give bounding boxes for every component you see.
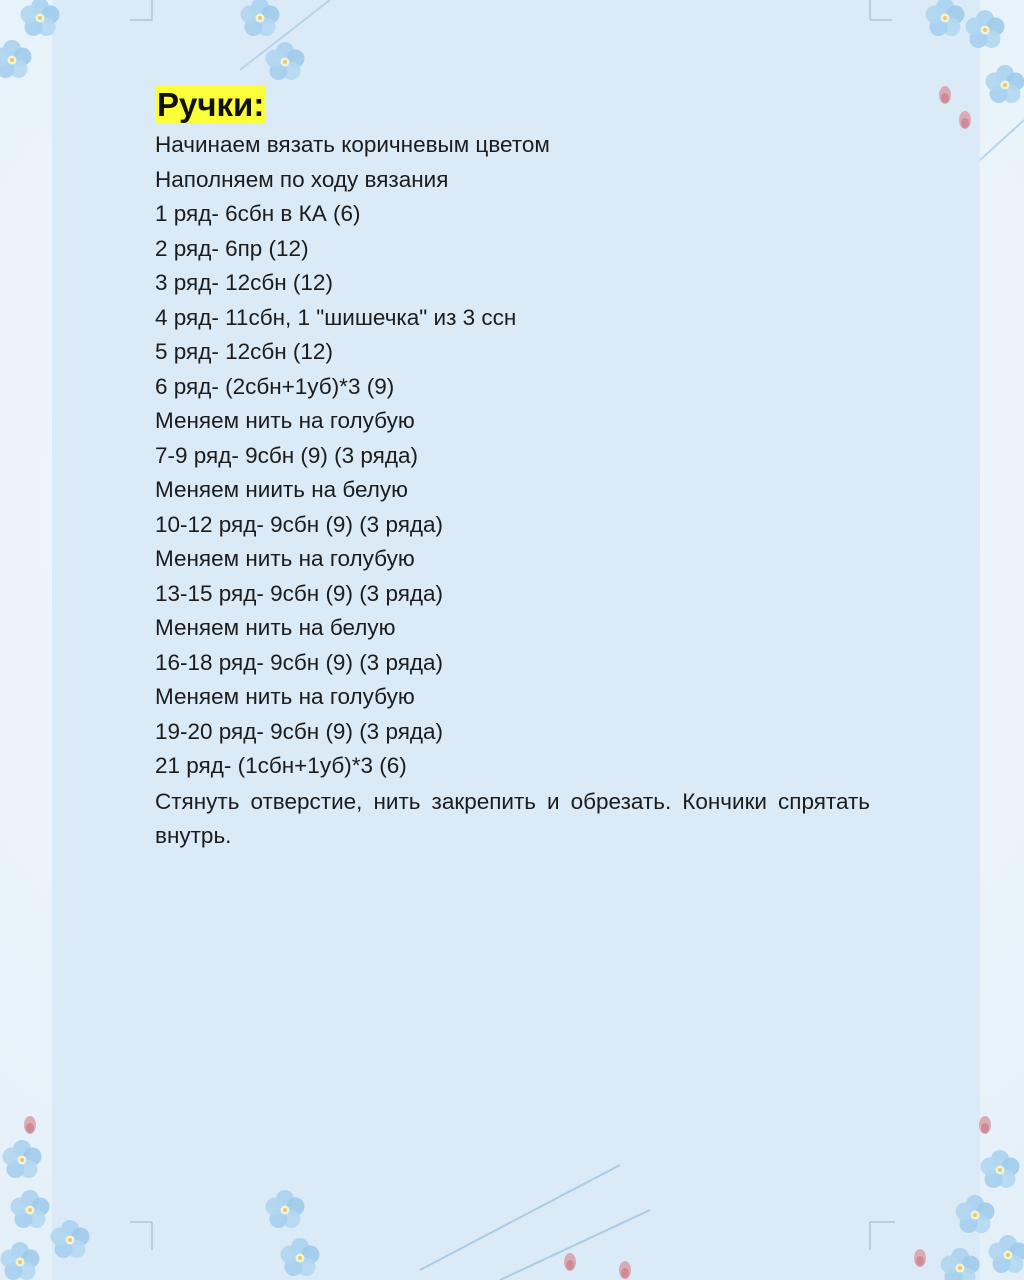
forget-me-not-icon xyxy=(0,40,32,78)
forget-me-not-icon xyxy=(3,1140,42,1178)
instruction-line: 19-20 ряд- 9сбн (9) (3 ряда) xyxy=(155,718,444,744)
instruction-line: 21 ряд- (1сбн+1уб)*3 (6) xyxy=(155,753,407,778)
pink-bud-icon xyxy=(979,1116,991,1134)
pink-bud-icon xyxy=(939,86,951,104)
instruction-line: 3 ряд- 12сбн (12) xyxy=(155,270,333,295)
pink-bud-icon xyxy=(619,1261,631,1279)
instruction-line: 10-12 ряд- 9сбн (9) (3 ряда) xyxy=(155,511,444,537)
instruction-line: Меняем ниить на белую xyxy=(155,477,409,502)
pink-bud-icon xyxy=(959,111,971,129)
crop-mark xyxy=(870,1222,895,1250)
forget-me-not-icon xyxy=(956,1195,995,1233)
instruction-line: 1 ряд- 6сбн в КА (6) xyxy=(155,201,361,226)
forget-me-not-icon xyxy=(11,1190,50,1228)
pink-bud-icon xyxy=(24,1116,36,1134)
instruction-line: Меняем нить на белую xyxy=(155,615,396,640)
instruction-line: 16-18 ряд- 9сбн (9) (3 ряда) xyxy=(155,649,444,675)
instruction-line: Меняем нить на голубую xyxy=(155,684,415,709)
instruction-line: Начинаем вязать коричневым цветом xyxy=(155,132,550,157)
forget-me-not-icon xyxy=(21,0,60,36)
forget-me-not-icon xyxy=(966,10,1005,48)
forget-me-not-icon xyxy=(941,1248,980,1280)
instruction-line: 4 ряд- 11сбн, 1 "шишечка" из 3 ссн xyxy=(155,304,517,330)
pattern-text xyxy=(155,86,870,853)
instruction-line: Наполняем по ходу вязания xyxy=(155,166,449,192)
crop-mark xyxy=(130,0,152,20)
stem-line xyxy=(980,120,1024,160)
instructions-list xyxy=(155,128,870,784)
stem-line xyxy=(420,1165,620,1270)
forget-me-not-icon xyxy=(266,1190,305,1228)
forget-me-not-icon xyxy=(986,65,1024,103)
forget-me-not-icon xyxy=(926,0,965,36)
forget-me-not-icon xyxy=(981,1150,1020,1188)
instruction-line: Меняем нить на голубую xyxy=(155,408,415,433)
forget-me-not-icon xyxy=(51,1220,90,1258)
instruction-line: 7-9 ряд- 9сбн (9) (3 ряда) xyxy=(155,442,419,468)
final-instruction: Стянуть отверстие, нить закрепить и обрезать. Кончики спрятать внутрь. xyxy=(155,788,870,848)
forget-me-not-icon xyxy=(1,1242,40,1280)
instruction-line: 5 ряд- 12сбн (12) xyxy=(155,339,333,364)
section-title: Ручки: xyxy=(157,86,265,123)
pink-bud-icon xyxy=(564,1253,576,1271)
forget-me-not-icon xyxy=(989,1235,1024,1273)
crop-mark xyxy=(130,1222,152,1250)
forget-me-not-icon xyxy=(241,0,280,36)
instruction-line: 2 ряд- 6пр (12) xyxy=(155,235,309,261)
instruction-line: 6 ряд- (2сбн+1уб)*3 (9) xyxy=(155,373,395,399)
forget-me-not-icon xyxy=(281,1238,320,1276)
instruction-line: Меняем нить на голубую xyxy=(155,546,415,571)
instruction-line: 13-15 ряд- 9сбн (9) (3 ряда) xyxy=(155,580,444,606)
forget-me-not-icon xyxy=(266,42,305,80)
pink-bud-icon xyxy=(914,1249,926,1267)
